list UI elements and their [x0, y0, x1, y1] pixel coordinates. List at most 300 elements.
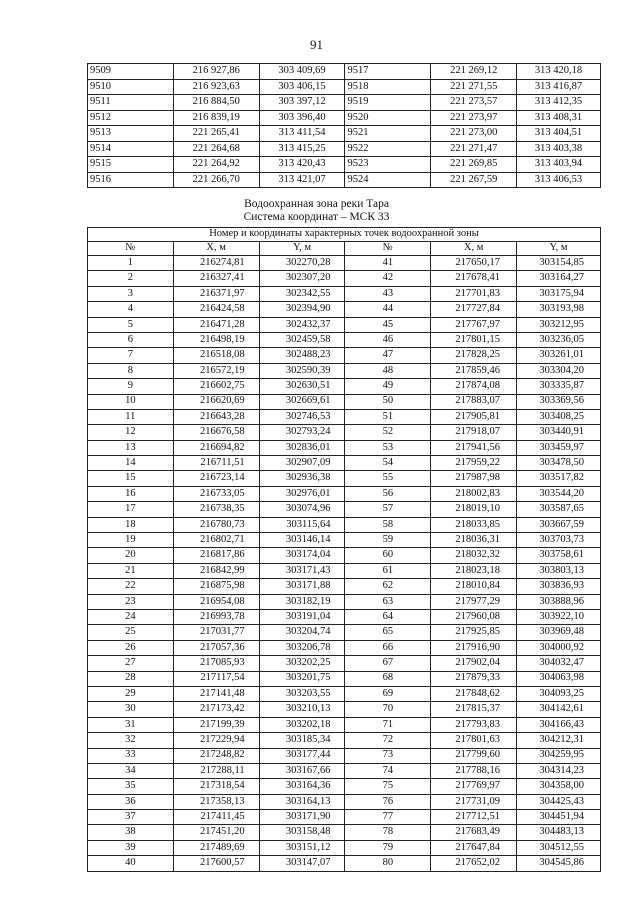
table-cell: 216327,41 — [173, 271, 259, 286]
table-cell: 47 — [345, 348, 431, 363]
top-coordinates-table — [87, 63, 601, 188]
table-row — [88, 794, 601, 809]
coordinate-system: Система координат – МСК 33 — [243, 211, 390, 223]
table-cell: 303203,55 — [259, 686, 345, 701]
table-cell: 46 — [345, 332, 431, 347]
table-cell: 303151,12 — [259, 840, 345, 855]
table-cell: 1 — [88, 256, 174, 271]
table-row — [88, 702, 601, 717]
table-cell: 304545,86 — [517, 856, 601, 871]
table-cell: 216676,58 — [173, 425, 259, 440]
table-cell: 221 273,00 — [431, 126, 517, 142]
table-cell: 216780,73 — [173, 517, 259, 532]
table-cell: 3 — [88, 286, 174, 301]
table-cell: 44 — [345, 302, 431, 317]
table-cell: 216471,28 — [173, 317, 259, 332]
table-cell: 303202,25 — [259, 656, 345, 671]
table-row — [88, 609, 601, 624]
table-cell: 302459,58 — [259, 332, 345, 347]
table-cell: 9523 — [345, 157, 431, 173]
table-cell: 61 — [345, 563, 431, 578]
table-cell: 216371,97 — [173, 286, 259, 301]
table-cell: 303969,48 — [517, 625, 601, 640]
table-cell: 68 — [345, 671, 431, 686]
table-cell: 217828,25 — [431, 348, 517, 363]
table-row — [88, 671, 601, 686]
table-cell: 216694,82 — [173, 440, 259, 455]
table-cell: 217859,46 — [431, 363, 517, 378]
table-cell: 304259,95 — [517, 748, 601, 763]
table-cell: 217678,41 — [431, 271, 517, 286]
table-cell: 36 — [88, 794, 174, 809]
table-cell: 216424,58 — [173, 302, 259, 317]
table-cell: 302307,20 — [259, 271, 345, 286]
table-cell: 302936,38 — [259, 471, 345, 486]
table-cell: 9512 — [88, 110, 174, 126]
table-cell: 217959,22 — [431, 456, 517, 471]
table-cell: 5 — [88, 317, 174, 332]
table-cell: 303171,43 — [259, 563, 345, 578]
table-cell: 49 — [345, 379, 431, 394]
table-cell: 303 396,40 — [259, 110, 345, 126]
table-cell: 302836,01 — [259, 440, 345, 455]
table-cell: 216993,78 — [173, 609, 259, 624]
table-cell: 304000,92 — [517, 640, 601, 655]
table-cell: 303115,64 — [259, 517, 345, 532]
table-cell: 218036,31 — [431, 533, 517, 548]
table-cell: 303191,04 — [259, 609, 345, 624]
table-cell: 303 397,12 — [259, 95, 345, 111]
table-row — [88, 717, 601, 732]
table-cell: 303202,18 — [259, 717, 345, 732]
table-cell: 218033,85 — [431, 517, 517, 532]
table-cell: 48 — [345, 363, 431, 378]
table-row — [88, 656, 601, 671]
table-cell: 313 404,51 — [517, 126, 601, 142]
table-cell: 313 403,38 — [517, 141, 601, 157]
table-cell: 217229,94 — [173, 733, 259, 748]
table-cell: 313 406,53 — [517, 172, 601, 188]
table-row — [88, 763, 601, 778]
table-cell: 303478,50 — [517, 456, 601, 471]
table-row — [88, 548, 601, 563]
table-cell: 217451,20 — [173, 825, 259, 840]
table-cell: 216954,08 — [173, 594, 259, 609]
table-cell: 24 — [88, 609, 174, 624]
table-cell: 23 — [88, 594, 174, 609]
table-cell: 303147,07 — [259, 856, 345, 871]
column-header: Y, м — [259, 242, 345, 256]
table-cell: 9514 — [88, 141, 174, 157]
table-cell: 216274,81 — [173, 256, 259, 271]
table-cell: 302746,53 — [259, 409, 345, 424]
table-cell: 9522 — [345, 141, 431, 157]
table-cell: 217788,16 — [431, 763, 517, 778]
table-cell: 217683,49 — [431, 825, 517, 840]
table-cell: 304314,23 — [517, 763, 601, 778]
table-cell: 221 273,57 — [431, 95, 517, 111]
table-cell: 216620,69 — [173, 394, 259, 409]
table-cell: 304063,98 — [517, 671, 601, 686]
table-cell: 303177,44 — [259, 748, 345, 763]
table-cell: 221 269,12 — [431, 64, 517, 80]
table-cell: 19 — [88, 533, 174, 548]
table-cell: 63 — [345, 594, 431, 609]
table-cell: 15 — [88, 471, 174, 486]
table-cell: 221 267,59 — [431, 172, 517, 188]
table-cell: 303517,82 — [517, 471, 601, 486]
table-cell: 12 — [88, 425, 174, 440]
table-row — [88, 256, 601, 271]
table-cell: 303164,36 — [259, 779, 345, 794]
table-cell: 59 — [345, 533, 431, 548]
table-cell: 217727,84 — [431, 302, 517, 317]
table-cell: 313 403,94 — [517, 157, 601, 173]
table-row — [88, 471, 601, 486]
table-row — [88, 332, 601, 347]
column-header: № — [88, 242, 174, 256]
table-row — [88, 394, 601, 409]
table-row — [88, 840, 601, 855]
table-cell: 313 415,25 — [259, 141, 345, 157]
table-cell: 53 — [345, 440, 431, 455]
table-row — [88, 110, 601, 126]
table-cell: 216842,99 — [173, 563, 259, 578]
table-cell: 54 — [345, 456, 431, 471]
table-cell: 9515 — [88, 157, 174, 173]
table-cell: 303587,65 — [517, 502, 601, 517]
table-cell: 35 — [88, 779, 174, 794]
table-cell: 313 421,07 — [259, 172, 345, 188]
table-row — [88, 79, 601, 95]
table-cell: 217879,33 — [431, 671, 517, 686]
table-cell: 217767,97 — [431, 317, 517, 332]
table-cell: 8 — [88, 363, 174, 378]
table-cell: 303335,87 — [517, 379, 601, 394]
table-cell: 303544,20 — [517, 486, 601, 501]
table-cell: 17 — [88, 502, 174, 517]
table-cell: 303185,34 — [259, 733, 345, 748]
table-row — [88, 126, 601, 142]
table-cell: 9516 — [88, 172, 174, 188]
table-cell: 217031,77 — [173, 625, 259, 640]
table-cell: 304142,61 — [517, 702, 601, 717]
zone-title: Водоохранная зона реки Тара — [244, 198, 389, 210]
table-cell: 303164,27 — [517, 271, 601, 286]
table-cell: 303171,90 — [259, 810, 345, 825]
table-cell: 216802,71 — [173, 533, 259, 548]
table-cell: 218032,32 — [431, 548, 517, 563]
table-cell: 9521 — [345, 126, 431, 142]
table-cell: 216 923,63 — [173, 79, 259, 95]
table-cell: 217057,36 — [173, 640, 259, 655]
table-cell: 302270,28 — [259, 256, 345, 271]
table-cell: 217874,08 — [431, 379, 517, 394]
table-cell: 217173,42 — [173, 702, 259, 717]
table-cell: 217793,83 — [431, 717, 517, 732]
table-cell: 303201,75 — [259, 671, 345, 686]
table-cell: 216643,28 — [173, 409, 259, 424]
table-cell: 66 — [345, 640, 431, 655]
table-cell: 71 — [345, 717, 431, 732]
table-cell: 31 — [88, 717, 174, 732]
table-cell: 304483,13 — [517, 825, 601, 840]
table-row — [88, 640, 601, 655]
table-cell: 14 — [88, 456, 174, 471]
table-cell: 60 — [345, 548, 431, 563]
table-cell: 56 — [345, 486, 431, 501]
table-cell: 9 — [88, 379, 174, 394]
table-cell: 217815,37 — [431, 702, 517, 717]
table-cell: 303193,98 — [517, 302, 601, 317]
table-row — [88, 157, 601, 173]
table-cell: 216572,19 — [173, 363, 259, 378]
table-row — [88, 363, 601, 378]
table-cell: 303167,66 — [259, 763, 345, 778]
table-cell: 21 — [88, 563, 174, 578]
table-cell: 9517 — [345, 64, 431, 80]
table-cell: 65 — [345, 625, 431, 640]
table-cell: 18 — [88, 517, 174, 532]
table-cell: 303703,73 — [517, 533, 601, 548]
table-cell: 25 — [88, 625, 174, 640]
table-cell: 302488,23 — [259, 348, 345, 363]
table-row — [88, 579, 601, 594]
table-cell: 217288,11 — [173, 763, 259, 778]
table-cell: 217941,56 — [431, 440, 517, 455]
table-cell: 217848,62 — [431, 686, 517, 701]
table-cell: 216498,19 — [173, 332, 259, 347]
table-row — [88, 440, 601, 455]
table-cell: 304166,43 — [517, 717, 601, 732]
table-cell: 302342,55 — [259, 286, 345, 301]
table-row — [88, 317, 601, 332]
table-cell: 69 — [345, 686, 431, 701]
table-cell: 303212,95 — [517, 317, 601, 332]
table-cell: 302669,61 — [259, 394, 345, 409]
table-cell: 221 271,47 — [431, 141, 517, 157]
table-cell: 80 — [345, 856, 431, 871]
table-row — [88, 379, 601, 394]
table-cell: 217248,82 — [173, 748, 259, 763]
table-cell: 303758,61 — [517, 548, 601, 563]
table-cell: 216817,86 — [173, 548, 259, 563]
table-cell: 303206,78 — [259, 640, 345, 655]
table-cell: 7 — [88, 348, 174, 363]
table-row — [88, 563, 601, 578]
table-cell: 34 — [88, 763, 174, 778]
table-cell: 217085,93 — [173, 656, 259, 671]
table-row — [88, 733, 601, 748]
table-cell: 217489,69 — [173, 840, 259, 855]
table-cell: 303803,13 — [517, 563, 601, 578]
table-cell: 73 — [345, 748, 431, 763]
table-cell: 217769,97 — [431, 779, 517, 794]
table-cell: 72 — [345, 733, 431, 748]
table-cell: 303 406,15 — [259, 79, 345, 95]
table-cell: 304425,43 — [517, 794, 601, 809]
table-cell: 303158,48 — [259, 825, 345, 840]
table-cell: 217141,48 — [173, 686, 259, 701]
table-cell: 9511 — [88, 95, 174, 111]
table-cell: 51 — [345, 409, 431, 424]
column-header: № — [345, 242, 431, 256]
table-cell: 303154,85 — [517, 256, 601, 271]
table-cell: 2 — [88, 271, 174, 286]
table-cell: 216723,14 — [173, 471, 259, 486]
table-cell: 304358,00 — [517, 779, 601, 794]
table-cell: 313 416,87 — [517, 79, 601, 95]
table-row — [88, 286, 601, 301]
table-cell: 313 411,54 — [259, 126, 345, 142]
table-cell: 218002,83 — [431, 486, 517, 501]
table-row — [88, 810, 601, 825]
table-cell: 218019,10 — [431, 502, 517, 517]
table-cell: 9510 — [88, 79, 174, 95]
table-cell: 217600,57 — [173, 856, 259, 871]
table-cell: 303440,91 — [517, 425, 601, 440]
table-cell: 26 — [88, 640, 174, 655]
table-cell: 221 266,70 — [173, 172, 259, 188]
table-cell: 221 273,97 — [431, 110, 517, 126]
table-cell: 303408,25 — [517, 409, 601, 424]
table-row — [88, 533, 601, 548]
table-cell: 6 — [88, 332, 174, 347]
table-cell: 303074,96 — [259, 502, 345, 517]
table-row — [88, 141, 601, 157]
table-row — [88, 172, 601, 188]
table-cell: 217977,29 — [431, 594, 517, 609]
table-cell: 42 — [345, 271, 431, 286]
table-cell: 216711,51 — [173, 456, 259, 471]
table-cell: 302907,09 — [259, 456, 345, 471]
table-cell: 75 — [345, 779, 431, 794]
table-row — [88, 271, 601, 286]
table-cell: 302630,51 — [259, 379, 345, 394]
table-cell: 62 — [345, 579, 431, 594]
table-cell: 13 — [88, 440, 174, 455]
table-cell: 11 — [88, 409, 174, 424]
table-cell: 30 — [88, 702, 174, 717]
table-cell: 217199,39 — [173, 717, 259, 732]
table-cell: 37 — [88, 810, 174, 825]
table-cell: 33 — [88, 748, 174, 763]
table-cell: 217701,83 — [431, 286, 517, 301]
column-header: Y, м — [517, 242, 601, 256]
table-row — [88, 409, 601, 424]
table-cell: 217652,02 — [431, 856, 517, 871]
table-cell: 221 271,55 — [431, 79, 517, 95]
table-cell: 79 — [345, 840, 431, 855]
table-cell: 217960,08 — [431, 609, 517, 624]
table-cell: 303210,13 — [259, 702, 345, 717]
table-cell: 76 — [345, 794, 431, 809]
table-cell: 32 — [88, 733, 174, 748]
table-cell: 70 — [345, 702, 431, 717]
table-cell: 39 — [88, 840, 174, 855]
table-cell: 9509 — [88, 64, 174, 80]
table-cell: 217801,15 — [431, 332, 517, 347]
table-cell: 221 264,92 — [173, 157, 259, 173]
table-cell: 216875,98 — [173, 579, 259, 594]
table-cell: 27 — [88, 656, 174, 671]
table-cell: 40 — [88, 856, 174, 871]
table-cell: 217918,07 — [431, 425, 517, 440]
table-cell: 217987,98 — [431, 471, 517, 486]
table-cell: 313 420,43 — [259, 157, 345, 173]
table-cell: 57 — [345, 502, 431, 517]
table-cell: 304212,31 — [517, 733, 601, 748]
table-cell: 217925,85 — [431, 625, 517, 640]
table-cell: 216602,75 — [173, 379, 259, 394]
column-header: X, м — [173, 242, 259, 256]
table-cell: 218023,18 — [431, 563, 517, 578]
table-cell: 9519 — [345, 95, 431, 111]
table-cell: 303171,88 — [259, 579, 345, 594]
table-header-span: Номер и координаты характерных точек водоохранной зоны — [88, 228, 601, 242]
table-cell: 216733,05 — [173, 486, 259, 501]
table-cell: 216 884,50 — [173, 95, 259, 111]
table-cell: 216 927,86 — [173, 64, 259, 80]
table-cell: 217650,17 — [431, 256, 517, 271]
table-cell: 28 — [88, 671, 174, 686]
table-row — [88, 779, 601, 794]
table-cell: 45 — [345, 317, 431, 332]
table-cell: 313 420,18 — [517, 64, 601, 80]
table-row — [88, 625, 601, 640]
table-cell: 302976,01 — [259, 486, 345, 501]
table-row — [88, 348, 601, 363]
table-cell: 22 — [88, 579, 174, 594]
table-cell: 303164,13 — [259, 794, 345, 809]
table-cell: 303836,93 — [517, 579, 601, 594]
table-cell: 303667,59 — [517, 517, 601, 532]
table-cell: 303174,04 — [259, 548, 345, 563]
table-cell: 303236,05 — [517, 332, 601, 347]
table-cell: 67 — [345, 656, 431, 671]
table-cell: 304451,94 — [517, 810, 601, 825]
table-cell: 10 — [88, 394, 174, 409]
table-cell: 50 — [345, 394, 431, 409]
table-cell: 302432,37 — [259, 317, 345, 332]
table-cell: 217905,81 — [431, 409, 517, 424]
table-cell: 221 269,85 — [431, 157, 517, 173]
table-cell: 4 — [88, 302, 174, 317]
table-row — [88, 517, 601, 532]
page-number: 91 — [310, 37, 323, 52]
table-cell: 303304,20 — [517, 363, 601, 378]
table-cell: 52 — [345, 425, 431, 440]
table-cell: 221 264,68 — [173, 141, 259, 157]
table-row — [88, 748, 601, 763]
table-cell: 217883,07 — [431, 394, 517, 409]
table-cell: 218010,84 — [431, 579, 517, 594]
table-cell: 217916,90 — [431, 640, 517, 655]
table-cell: 217799,60 — [431, 748, 517, 763]
table-cell: 217117,54 — [173, 671, 259, 686]
table-cell: 313 412,35 — [517, 95, 601, 111]
table-cell: 9520 — [345, 110, 431, 126]
table-cell: 304512,55 — [517, 840, 601, 855]
table-cell: 58 — [345, 517, 431, 532]
table-cell: 302394,90 — [259, 302, 345, 317]
table-cell: 20 — [88, 548, 174, 563]
table-cell: 217647,84 — [431, 840, 517, 855]
table-cell: 38 — [88, 825, 174, 840]
table-cell: 64 — [345, 609, 431, 624]
table-cell: 216518,08 — [173, 348, 259, 363]
table-cell: 217731,09 — [431, 794, 517, 809]
